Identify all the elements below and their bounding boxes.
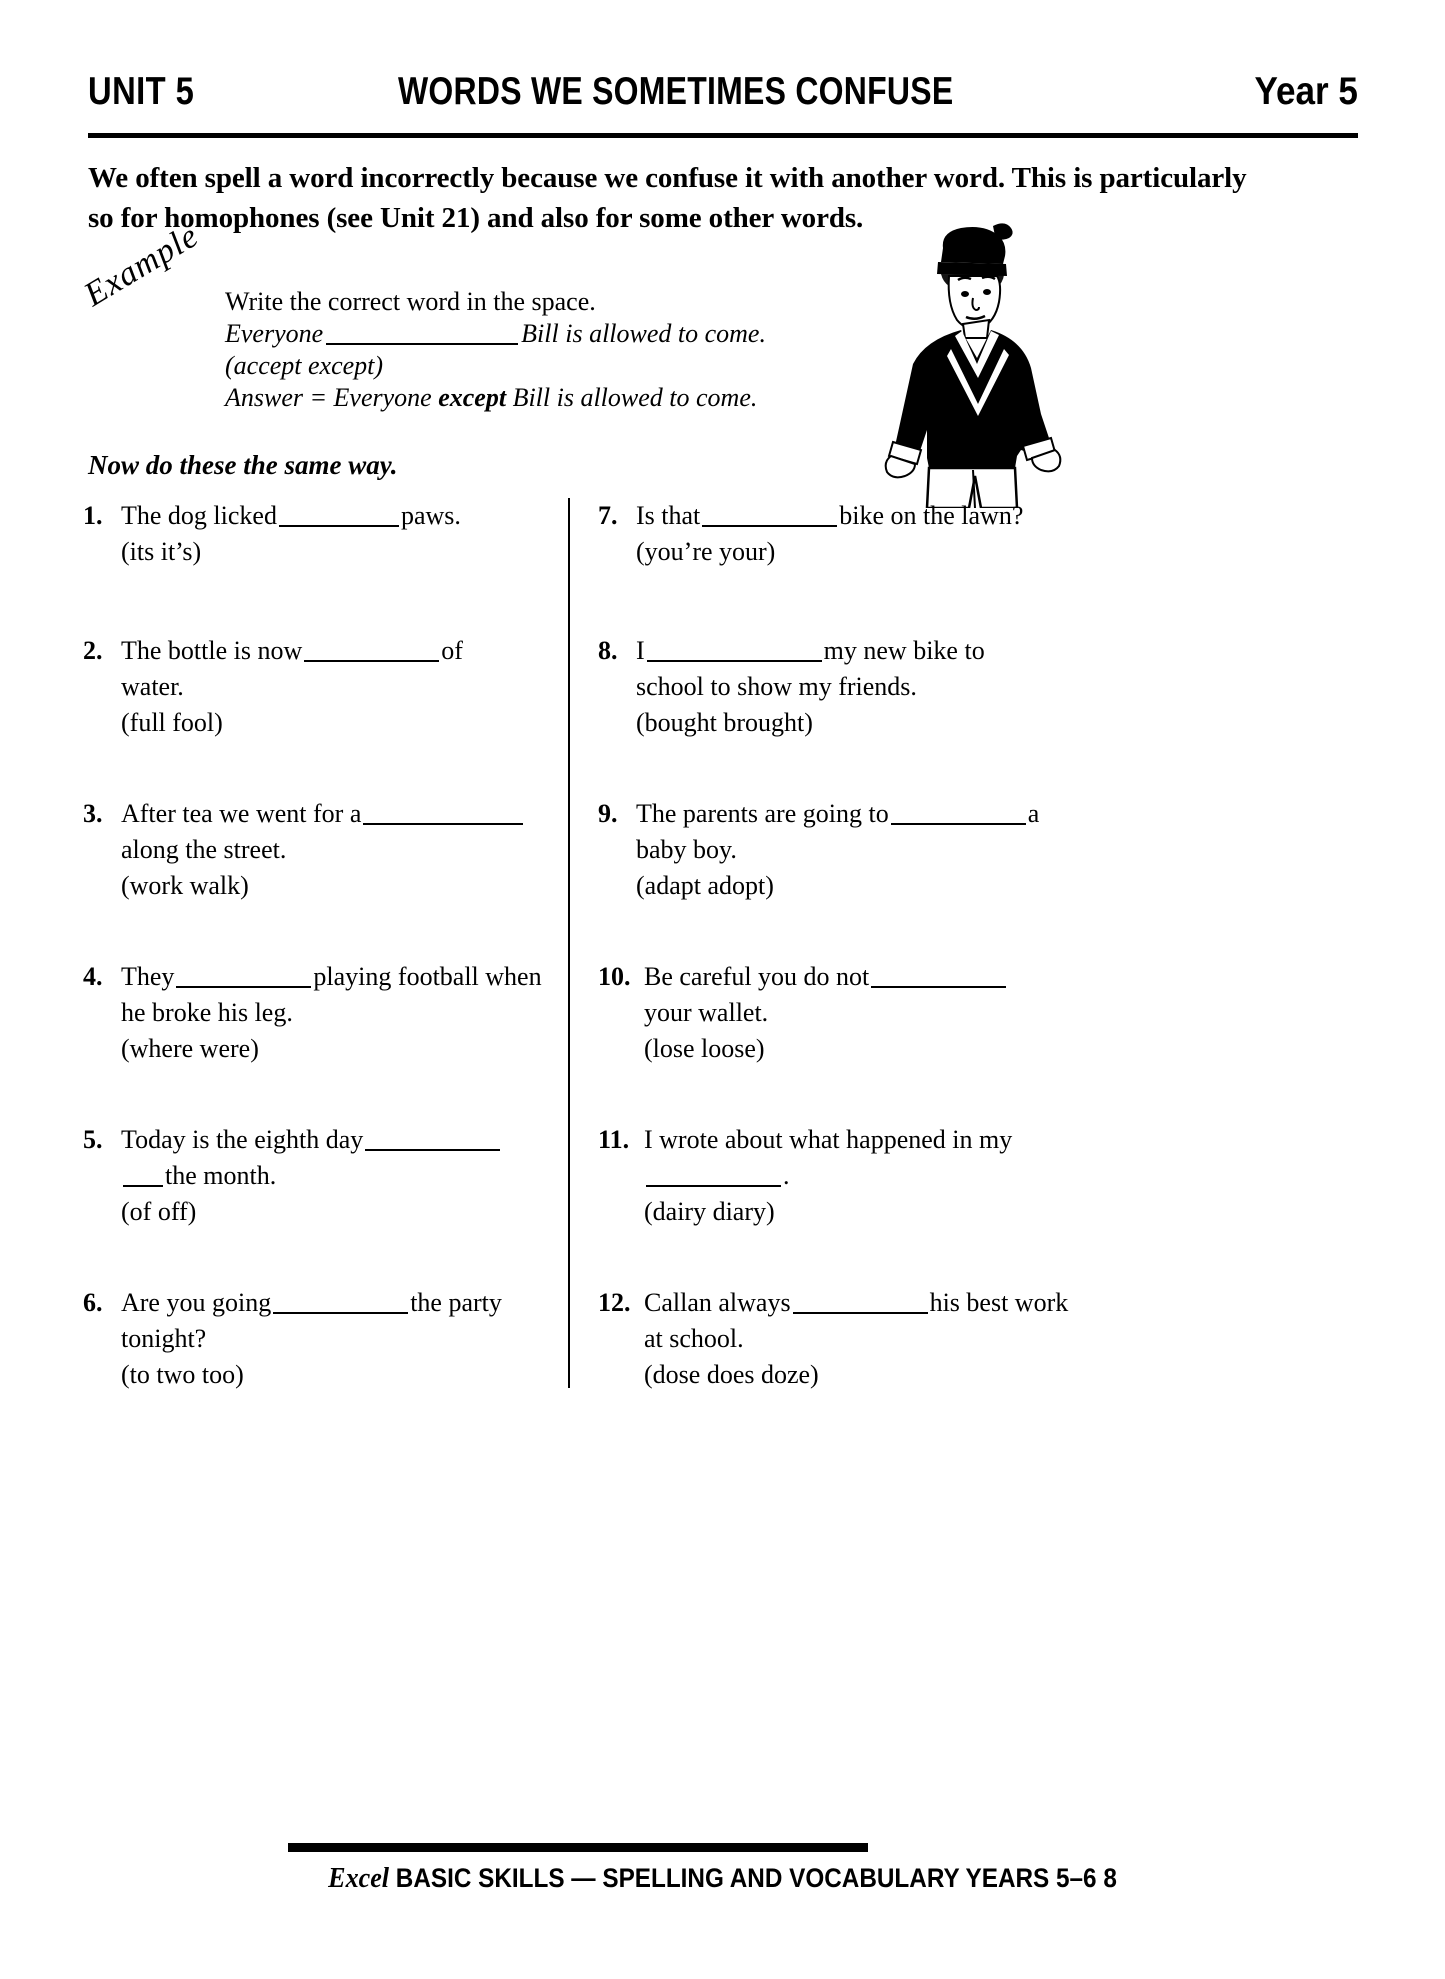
question-number: 5. xyxy=(83,1125,103,1154)
example-answer xyxy=(225,382,845,414)
example-instruction: Write the correct word in the space. xyxy=(225,287,596,316)
question-text-before: They xyxy=(121,962,175,991)
example-blank xyxy=(326,321,518,345)
question-text-before: I wrote about what happened in my xyxy=(644,1125,1013,1154)
question-number: 4. xyxy=(83,962,103,991)
example-label: Example xyxy=(78,217,206,314)
footer-text xyxy=(72,1862,1373,1895)
question-text-after: the month. xyxy=(165,1161,277,1190)
question-body xyxy=(121,796,563,904)
question-number: 12. xyxy=(598,1288,631,1317)
question-line xyxy=(121,633,563,669)
question-line xyxy=(636,832,1068,868)
question-body xyxy=(644,1285,1068,1393)
page-header xyxy=(88,70,1358,130)
question-options: (where were) xyxy=(121,1034,259,1063)
answer-blank[interactable] xyxy=(304,639,439,662)
question-number: 7. xyxy=(598,501,618,530)
page-title: WORDS WE SOMETIMES CONFUSE xyxy=(398,70,954,113)
question-text-before: After tea we went for a xyxy=(121,799,362,828)
question-body xyxy=(636,633,1068,741)
answer-blank[interactable] xyxy=(279,504,399,527)
question-text-before: at school. xyxy=(644,1324,744,1353)
question-line xyxy=(121,498,563,534)
example-sentence-before: Everyone xyxy=(225,319,324,348)
question-text-before: Is that xyxy=(636,501,701,530)
question-line xyxy=(636,669,1068,705)
example-answer-word: except xyxy=(438,383,507,412)
question-text-after: the party xyxy=(410,1288,502,1317)
question-body xyxy=(121,1122,563,1230)
intro-paragraph: We often spell a word incorrectly because we confuse it with another word. This is particularly so for homophones (see Unit 21) and also for some other words. xyxy=(88,162,1247,234)
answer-blank[interactable] xyxy=(365,1128,500,1151)
question-options: (of off) xyxy=(121,1197,197,1226)
question-text-after: playing football when xyxy=(313,962,542,991)
question-number: 2. xyxy=(83,636,103,665)
question-body xyxy=(121,1285,563,1393)
question-text-before: tonight? xyxy=(121,1324,207,1353)
question-text-before: Be careful you do not xyxy=(644,962,870,991)
question-item xyxy=(598,959,1068,1122)
question-text-after: his best work xyxy=(929,1288,1069,1317)
question-options: (bought brought) xyxy=(636,708,813,737)
answer-blank[interactable] xyxy=(273,1291,408,1314)
column-divider xyxy=(568,498,570,1388)
question-text-after: . xyxy=(783,1161,790,1190)
question-item xyxy=(83,1122,563,1285)
question-text-before: The parents are going to xyxy=(636,799,889,828)
question-text-before: Today is the eighth day xyxy=(121,1125,364,1154)
question-line xyxy=(644,959,1068,995)
question-item xyxy=(83,959,563,1122)
question-text-before: Callan always xyxy=(644,1288,791,1317)
question-line xyxy=(636,498,1068,534)
question-number: 8. xyxy=(598,636,618,665)
question-options: (full fool) xyxy=(121,708,223,737)
now-do-instruction: Now do these the same way. xyxy=(88,450,398,480)
question-number: 11. xyxy=(598,1125,630,1154)
questions-column-left xyxy=(83,498,563,1445)
question-line xyxy=(121,1122,563,1158)
question-options: (dairy diary) xyxy=(644,1197,775,1226)
question-line xyxy=(121,1285,563,1321)
question-line xyxy=(636,796,1068,832)
question-item xyxy=(83,796,563,959)
question-body xyxy=(636,498,1068,570)
question-text-after: of xyxy=(441,636,463,665)
question-text-before: baby boy. xyxy=(636,835,737,864)
question-text-before: I xyxy=(636,636,645,665)
question-text-before: Are you going xyxy=(121,1288,272,1317)
question-line xyxy=(121,959,563,995)
question-item xyxy=(598,1122,1068,1285)
question-text-before: school to show my friends. xyxy=(636,672,917,701)
question-line xyxy=(644,1158,1068,1194)
question-number: 1. xyxy=(83,501,103,530)
question-line xyxy=(121,995,563,1031)
question-item xyxy=(598,1285,1068,1445)
question-number: 9. xyxy=(598,799,618,828)
question-line xyxy=(644,1122,1068,1158)
footer-brand: Excel xyxy=(328,1862,390,1894)
question-text-before: The dog licked xyxy=(121,501,277,530)
question-text-after: my new bike to xyxy=(823,636,985,665)
example-options: (accept except) xyxy=(225,351,384,380)
answer-blank[interactable] xyxy=(646,1164,781,1187)
year-label: Year 5 xyxy=(1254,70,1358,113)
question-line xyxy=(636,633,1068,669)
question-options: (adapt adopt) xyxy=(636,871,774,900)
question-body xyxy=(636,796,1068,904)
question-number: 6. xyxy=(83,1288,103,1317)
question-text-after: bike on the lawn? xyxy=(839,501,1024,530)
question-body xyxy=(121,498,563,570)
question-options: (its it’s) xyxy=(121,537,202,566)
question-body xyxy=(121,633,563,741)
question-body xyxy=(644,1122,1068,1230)
question-line xyxy=(121,1158,563,1194)
question-options: (dose does doze) xyxy=(644,1360,819,1389)
answer-blank[interactable] xyxy=(702,504,837,527)
question-line xyxy=(121,832,563,868)
question-text-before: along the street. xyxy=(121,835,287,864)
question-body xyxy=(121,959,563,1067)
boy-in-sweater-and-beanie-illustration xyxy=(865,218,1065,508)
example-answer-prefix: Answer = Everyone xyxy=(225,383,439,412)
footer-rule xyxy=(288,1843,868,1852)
question-item xyxy=(83,633,563,796)
example-block xyxy=(225,286,845,414)
question-line xyxy=(644,1285,1068,1321)
question-line xyxy=(121,669,563,705)
example-sentence xyxy=(225,318,845,350)
question-item xyxy=(598,633,1068,796)
question-options: (you’re your) xyxy=(636,537,776,566)
question-text-after: paws. xyxy=(400,501,461,530)
answer-blank[interactable] xyxy=(363,802,523,825)
question-item xyxy=(598,498,1068,633)
question-text-after: a xyxy=(1027,799,1040,828)
question-options: (lose loose) xyxy=(644,1034,765,1063)
answer-blank[interactable] xyxy=(871,965,1006,988)
answer-blank[interactable] xyxy=(176,965,311,988)
question-line xyxy=(121,1321,563,1357)
question-options: (to two too) xyxy=(121,1360,244,1389)
example-answer-suffix: Bill is allowed to come. xyxy=(506,383,758,412)
question-line xyxy=(121,796,563,832)
answer-blank[interactable] xyxy=(123,1164,163,1187)
question-number: 10. xyxy=(598,962,631,991)
answer-blank[interactable] xyxy=(891,802,1026,825)
question-text-before: The bottle is now xyxy=(121,636,303,665)
question-text-before: he broke his leg. xyxy=(121,998,293,1027)
question-line xyxy=(644,1321,1068,1357)
question-item xyxy=(598,796,1068,959)
unit-label: UNIT 5 xyxy=(88,70,195,113)
question-options: (work walk) xyxy=(121,871,249,900)
answer-blank[interactable] xyxy=(647,639,822,662)
question-number: 3. xyxy=(83,799,103,828)
question-text-before: water. xyxy=(121,672,184,701)
question-text-before: your wallet. xyxy=(644,998,769,1027)
question-body xyxy=(644,959,1068,1067)
question-item xyxy=(83,1285,563,1445)
footer-series: BASIC SKILLS — SPELLING AND VOCABULARY YEARS 5–6 8 xyxy=(389,1863,1117,1893)
answer-blank[interactable] xyxy=(793,1291,928,1314)
example-sentence-after: Bill is allowed to come. xyxy=(521,319,766,348)
question-item xyxy=(83,498,563,633)
header-divider-rule xyxy=(88,133,1358,138)
questions-column-right xyxy=(598,498,1068,1445)
question-line xyxy=(644,995,1068,1031)
